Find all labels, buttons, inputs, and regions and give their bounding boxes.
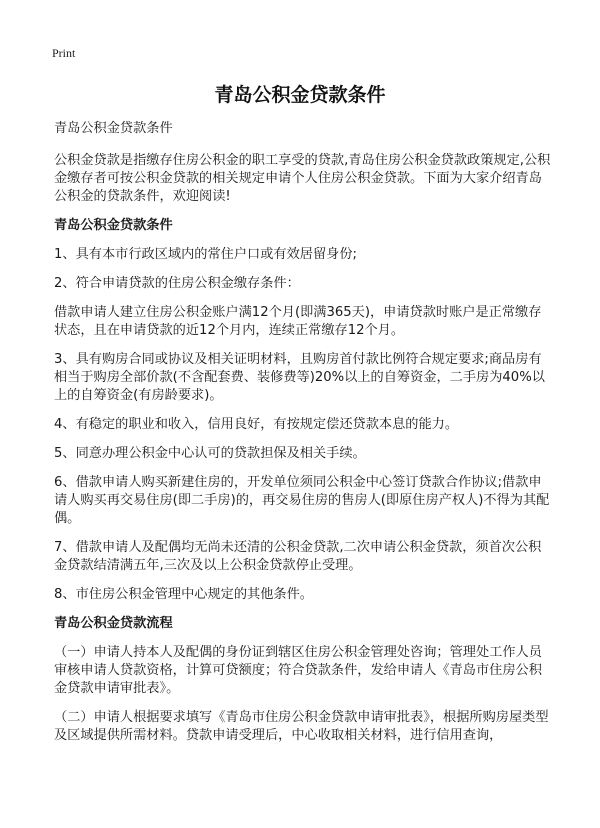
list-item: 2、符合申请贷款的住房公积金缴存条件： — [54, 276, 300, 291]
list-item: 5、同意办理公积金中心认可的贷款担保及相关手续。 — [54, 446, 366, 461]
list-item: （二）申请人根据要求填写《青岛市住房公积金贷款申请审批表》，根据所购房屋类型及区域提供所需材料。贷款申请受理后，中心收取相关材料，进行信用查询， — [54, 710, 549, 743]
subtitle: 青岛公积金贷款条件 — [54, 121, 173, 136]
intro-paragraph: 公积金贷款是指缴存住房公积金的职工享受的贷款,青岛住房公积金贷款政策规定,公积金缴存者可按公积金贷款的相关规定申请个人住房公积金贷款。下面为大家介绍青岛公积金的贷款条件，欢迎阅读! — [54, 153, 551, 204]
document-body — [54, 120, 552, 756]
list-item: 1、具有本市行政区域内的常住户口或有效居留身份; — [54, 247, 357, 262]
document-title: 青岛公积金贷款条件 — [214, 84, 386, 106]
section-heading-conditions: 青岛公积金贷款条件 — [54, 218, 173, 233]
list-item: 6、借款申请人购买新建住房的，开发单位须同公积金中心签订贷款合作协议;借款申请人购买再交易住房(即二手房)的，再交易住房的售房人(即原住房产权人)不得为其配偶。 — [54, 475, 550, 526]
list-item: 8、市住房公积金管理中心规定的其他条件。 — [54, 587, 313, 602]
list-item: （一）申请人持本人及配偶的身份证到辖区住房公积金管理处咨询；管理处工作人员审核申请人贷款资格，计算可贷额度；符合贷款条件，发给申请人《青岛市住房公积金贷款申请审批表》。 — [54, 645, 542, 696]
list-item: 7、借款申请人及配偶均无尚未还清的公积金贷款,二次申请公积金贷款，须首次公积金贷款结清满五年,三次及以上公积金贷款停止受理。 — [54, 540, 542, 573]
list-item: 借款申请人建立住房公积金账户满12个月(即满365天)，申请贷款时账户是正常缴存状态，且在申请贷款的近12个月内，连续正常缴存12个月。 — [54, 305, 542, 338]
section-heading-process: 青岛公积金贷款流程 — [54, 616, 173, 631]
list-item: 3、具有购房合同或协议及相关证明材料，且购房首付款比例符合规定要求;商品房有相当于购房全部价款(不含配套费、装修费等)20%以上的自筹资金，二手房为40%以上的自筹资金(有房龄要求)。 — [54, 352, 545, 403]
list-item: 4、有稳定的职业和收入，信用良好，有按规定偿还贷款本息的能力。 — [54, 417, 459, 432]
print-link[interactable]: Print — [52, 46, 76, 60]
